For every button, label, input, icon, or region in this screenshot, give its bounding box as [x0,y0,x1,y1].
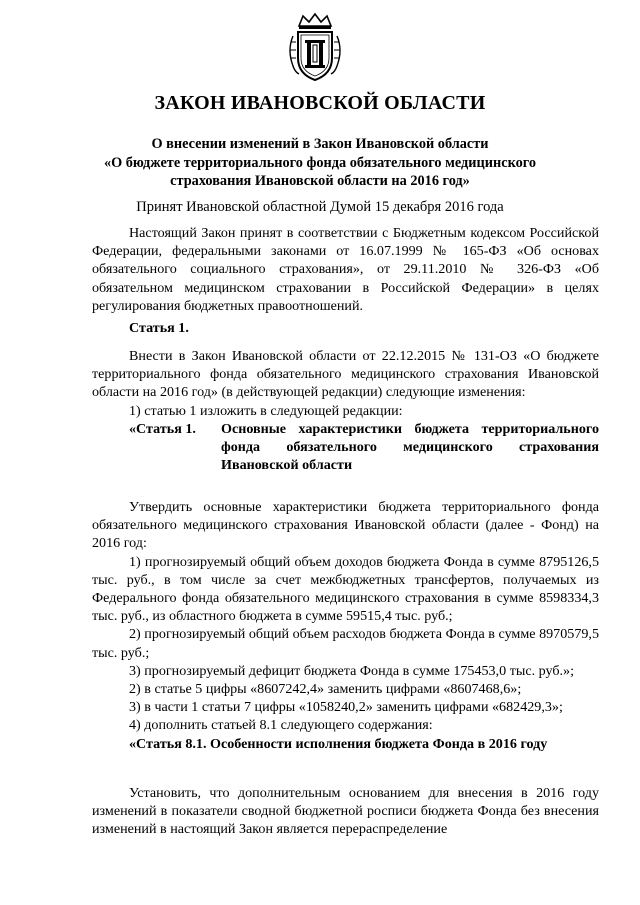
subtitle-line: О внесении изменений в Закон Ивановской области [151,136,489,152]
law-subtitle [92,135,548,191]
quoted-article-content [92,498,599,753]
article-1-block [92,319,599,337]
article-8-1-content [92,784,599,839]
subtitle-line: «О бюджете территориального фонда обязательного медицинского [103,154,537,171]
article-8-1-text: Установить, что дополнительным основанием для внесения в 2016 году изменений в показатели сводной бюджетной росписи бюджета Фонда без внесения изменений в настоящий Закон является перераспределение [92,785,599,838]
sub-item-3: 3) прогнозируемый дефицит бюджета Фонда в сумме 175453,0 тыс. руб.»; [129,662,575,679]
sub-item-2: 2) прогнозируемый общий объем расходов бюджета Фонда в сумме 8970579,5 тыс. руб.; [92,626,599,661]
quoted-article-number: «Статья 1. [129,420,196,437]
sub-item-1: 1) прогнозируемый общий объем доходов бюджета Фонда в сумме 8795126,5 тыс. руб., в том числе за счет межбюджетных трансфертов, получаемых из Федерального фонда обязательного медицинского страхования в сумме 8598334,3 тыс. руб., из областного бюджета в сумме 59515,4 тыс. руб.; [92,553,599,625]
quoted-article-intro: Утвердить основные характеристики бюджета территориального фонда обязательного медицинского страхования Ивановской области (далее - Фонд) на 2016 год: [92,499,599,552]
preamble: Настоящий Закон принят в соответствии с Бюджетным кодексом Российской Федерации, федеральными законами от 16.07.1999 № 165-ФЗ «Об основах обязательного социального страхования», от 29.11.2010 № 326-ФЗ «Об обязательном медицинском страховании в Российской Федерации» в целях регулирования бюджетных правоотношений. [92,225,599,314]
article-1-content [92,347,599,474]
amendment-item-3: 3) в части 1 статьи 7 цифры «1058240,2» заменить цифрами «682429,3»; [129,699,563,716]
article-1-heading: Статья 1. [129,320,189,336]
quoted-article-title: Основные характеристики бюджета территориального фонда обязательного медицинского страхования Ивановской области [221,420,599,474]
adoption-line: Принят Ивановской областной Думой 15 декабря 2016 года [136,199,504,215]
amendment-item-4: 4) дополнить статьей 8.1 следующего содержания: [129,717,433,734]
ivanovo-coat-of-arms-icon [285,12,345,84]
law-title: ЗАКОН ИВАНОВСКОЙ ОБЛАСТИ [154,92,486,114]
preamble-block [92,224,599,315]
amendment-item-1: 1) статью 1 изложить в следующей редакции: [129,402,403,419]
article-1-intro: Внести в Закон Ивановской области от 22.12.2015 № 131-ОЗ «О бюджете территориального фонда обязательного медицинского страхования Ивановской области на 2016 год» (в действующей редакции) следующие изменения: [92,348,599,401]
amendment-item-2: 2) в статье 5 цифры «8607242,4» заменить цифрами «8607468,6»; [129,681,522,698]
article-8-1-heading: «Статья 8.1. Особенности исполнения бюджета Фонда в 2016 году [129,735,548,752]
subtitle-line: страхования Ивановской области на 2016 год» [170,173,470,190]
quoted-article-heading [92,420,599,475]
